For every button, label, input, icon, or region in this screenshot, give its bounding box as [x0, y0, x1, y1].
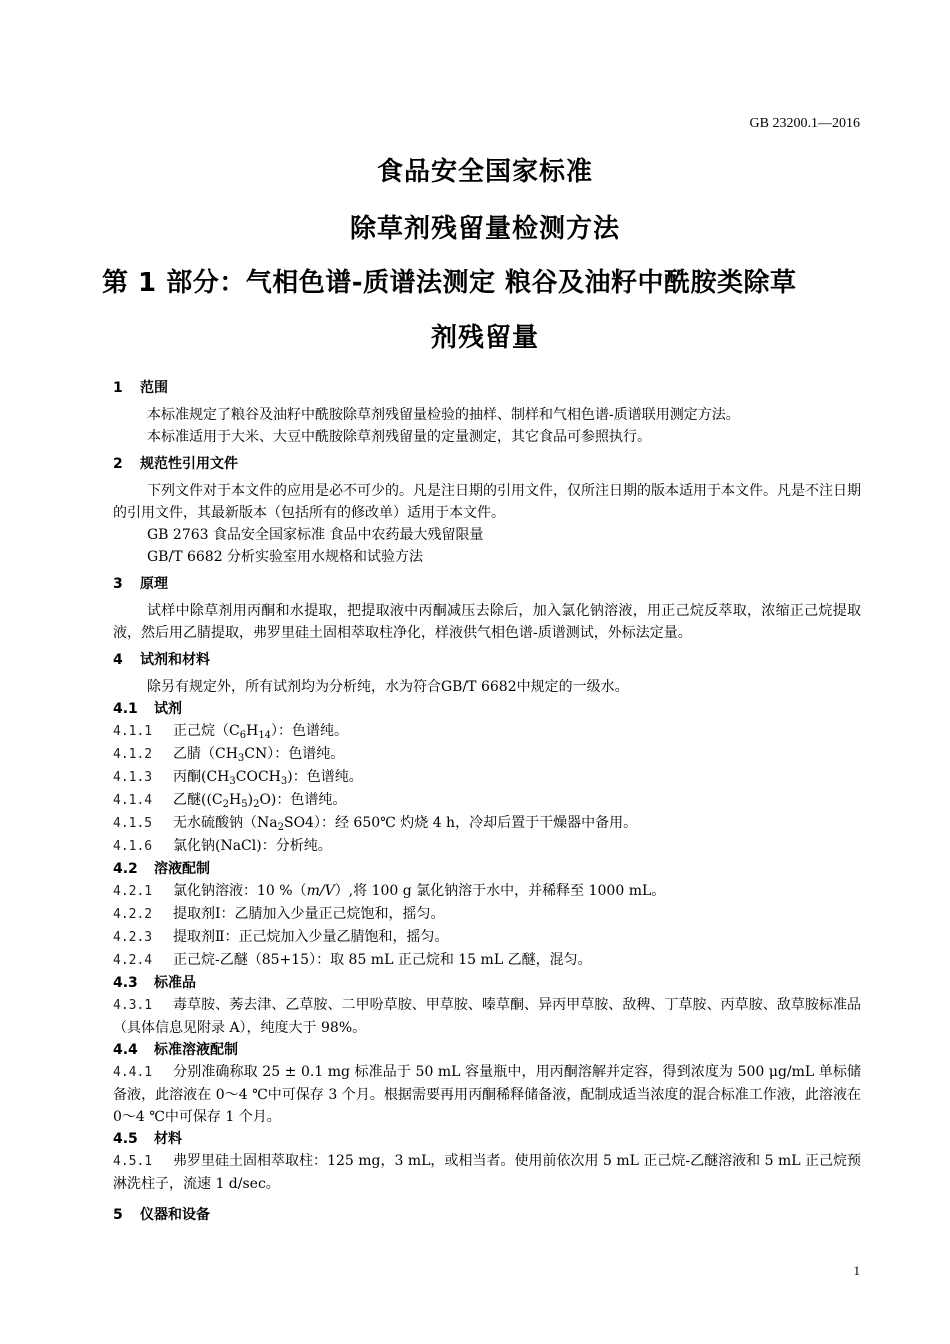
section-heading-scope: 1 范围	[113, 380, 168, 396]
paragraph: 本标准规定了粮谷及油籽中酰胺除草剂残留量检验的抽样、制样和气相色谱-质谱联用测定方法。	[147, 407, 740, 423]
reference-item: GB/T 6682 分析实验室用水规格和试验方法	[147, 549, 424, 565]
list-item: 4.5.1 弗罗里硅土固相萃取柱：125 mg，3 mL，或相当者。使用前依次用 5 mL 正己烷-乙醚溶液和 5 mL 正己烷预淋洗柱子，流速 1 d/sec。	[113, 1153, 861, 1192]
reference-item: GB 2763 食品安全国家标准 食品中农药最大残留限量	[147, 527, 484, 543]
subsection-heading-solutions: 4.2 溶液配制	[113, 861, 210, 877]
standard-code: GB 23200.1—2016	[749, 116, 860, 131]
title-line-1: 食品安全国家标准	[376, 157, 593, 187]
list-item: 4.1.6 氯化钠(NaCl)：分析纯。	[113, 838, 332, 854]
paragraph: 除另有规定外，所有试剂均为分析纯，水为符合GB/T 6682中规定的一级水。	[147, 679, 629, 695]
paragraph: 本标准适用于大米、大豆中酰胺除草剂残留量的定量测定，其它食品可参照执行。	[147, 429, 651, 445]
title-line-4: 剂残留量	[430, 323, 539, 353]
list-item: 4.2.2 提取剂Ⅰ：乙腈加入少量正己烷饱和，摇匀。	[113, 906, 445, 922]
subsection-heading-reagents: 4.1 试剂	[113, 701, 182, 717]
list-item: 4.2.3 提取剂Ⅱ：正己烷加入少量乙腈饱和，摇匀。	[113, 929, 449, 945]
list-item: 4.2.4 正己烷-乙醚（85+15）：取 85 mL 正己烷和 15 mL 乙醚，混匀。	[113, 952, 592, 968]
title-line-3: 第 1 部分：气相色谱-质谱法测定 粮谷及油籽中酰胺类除草	[102, 268, 797, 298]
title-line-2: 除草剂残留量检测方法	[349, 214, 620, 244]
subsection-heading-materials: 4.5 材料	[113, 1131, 182, 1147]
list-item: 4.1.3 丙酮$(CH_3COCH_3)$：色谱纯。	[113, 769, 363, 787]
subsection-heading-standards: 4.3 标准品	[113, 975, 196, 991]
list-item: 4.1.1 正己烷$(C_6H_{14})$：色谱纯。	[113, 723, 349, 741]
list-item: 4.3.1 毒草胺、莠去津、乙草胺、二甲吩草胺、甲草胺、嗪草酮、异丙甲草胺、敌稗、丁草胺、丙草胺、敌草胺标准品（具体信息见附录 A），纯度大于 98%。	[113, 997, 861, 1036]
document-body	[113, 372, 861, 1231]
section-heading-principle: 3 原理	[113, 576, 168, 592]
list-item: 4.1.4 乙醚$((C_2H_5)_2O)$：色谱纯。	[113, 792, 347, 810]
list-item: 4.1.2 乙腈$(CH_3CN)$：色谱纯。	[113, 746, 345, 764]
section-heading-reagents: 4 试剂和材料	[113, 652, 210, 668]
section-heading-references: 2 规范性引用文件	[113, 456, 238, 472]
section-heading-apparatus: 5 仪器和设备	[113, 1207, 210, 1223]
paragraph: 下列文件对于本文件的应用是必不可少的。凡是注日期的引用文件，仅所注日期的版本适用于本文件。凡是不注日期的引用文件，其最新版本（包括所有的修改单）适用于本文件。	[113, 483, 861, 521]
list-item: 4.4.1 分别准确称取 25 ± 0.1 mg 标准品于 50 mL 容量瓶中，用丙酮溶解并定容，得到浓度为 500 μg/mL 单标储备液，此溶液在 0～4 ℃中可保存 3 个月。根据需要再用丙酮稀释储备液，配制成适当浓度的混合标准工作液，此溶液在 0～4 ℃中可保存 1 个月。	[113, 1064, 861, 1125]
list-item: 4.1.5 无水硫酸钠$(Na_2SO4)$：经 650℃ 灼烧 4 h，冷却后置于干燥器中备用。	[113, 815, 638, 833]
page-number: 1	[853, 1263, 860, 1278]
paragraph: 试样中除草剂用丙酮和水提取，把提取液中丙酮减压去除后，加入氯化钠溶液，用正己烷反萃取，浓缩正己烷提取液，然后用乙腈提取，弗罗里硅土固相萃取柱净化，样液供气相色谱-质谱测试，外标法定量。	[113, 603, 861, 641]
subsection-heading-standard-solutions: 4.4 标准溶液配制	[113, 1042, 238, 1058]
list-item: 4.2.1 氯化钠溶液：10 %（m/V）,将 100 g 氯化钠溶于水中，并稀释至 1000 mL。	[113, 883, 666, 899]
